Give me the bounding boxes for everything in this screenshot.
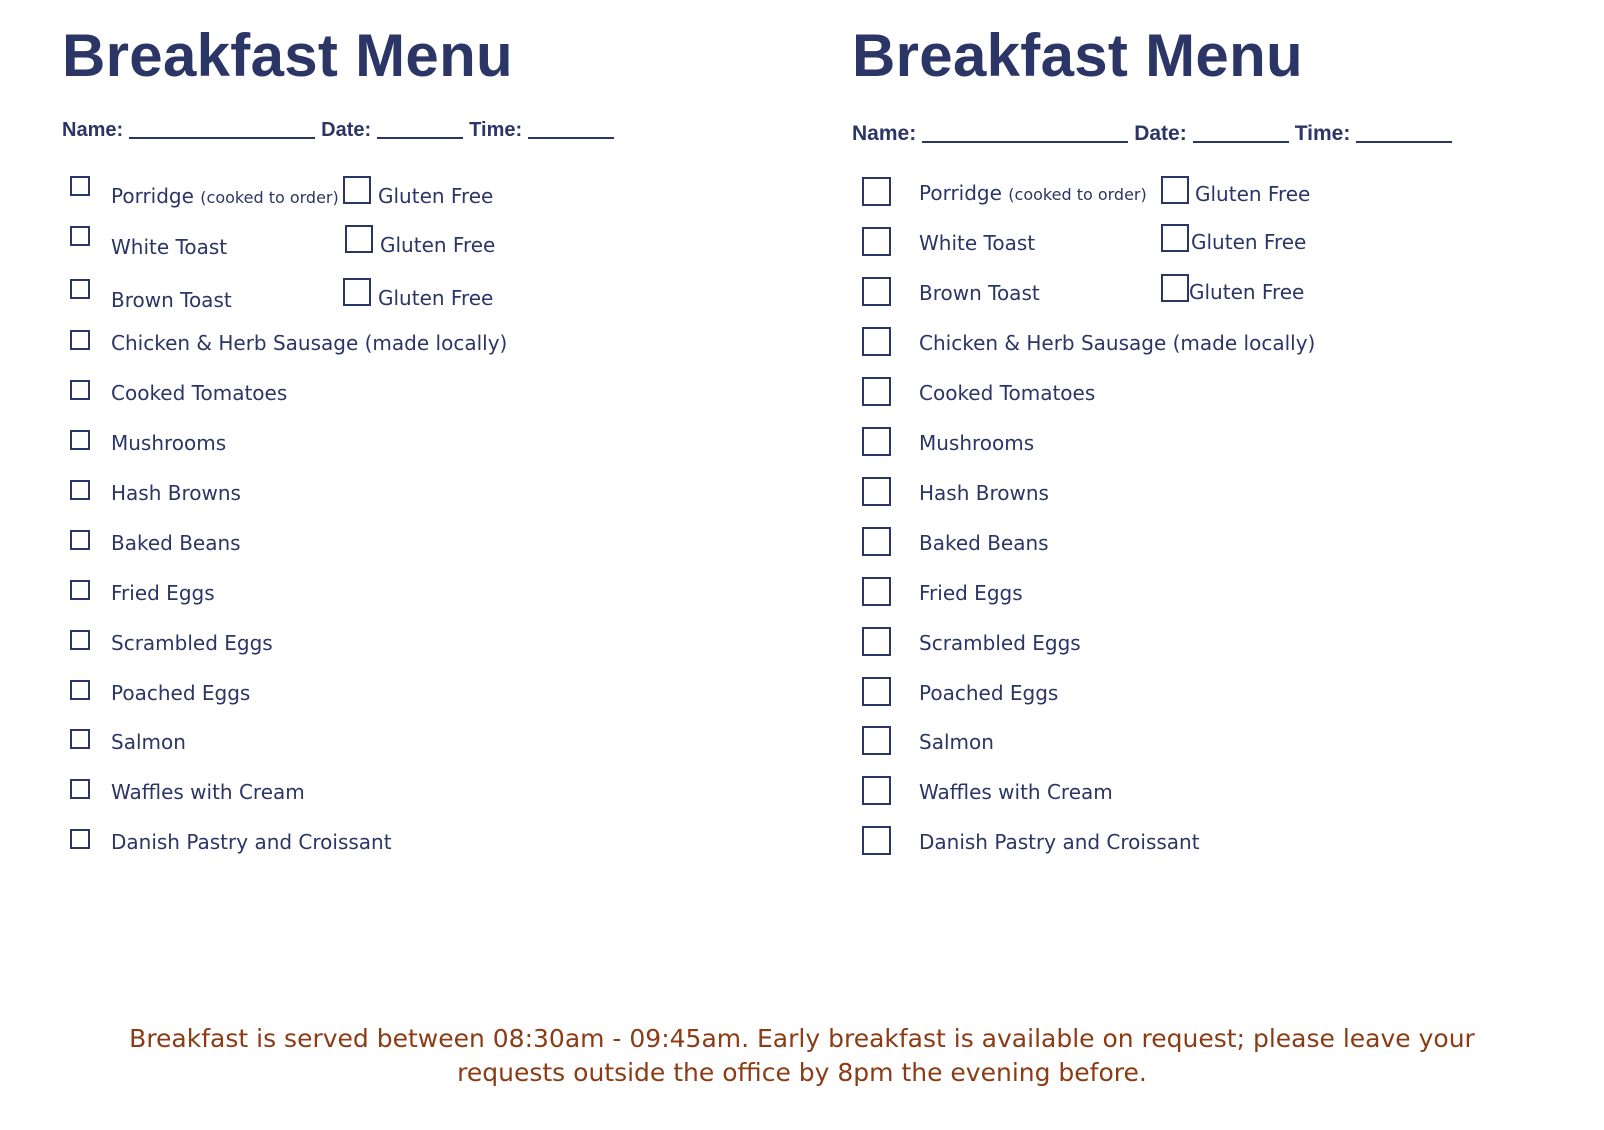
service-hours-note [0,1022,1604,1090]
sausage-checkbox[interactable] [70,330,90,350]
name-label: Name: [852,122,917,145]
menu-item-label: Waffles with Cream [919,780,1113,804]
date-field[interactable] [1193,123,1289,143]
mushrooms-checkbox[interactable] [862,427,891,456]
date-label: Date: [321,119,372,141]
time-label: Time: [1294,122,1351,145]
waffles-checkbox[interactable] [862,776,891,805]
gluten-free-checkbox[interactable] [345,225,373,253]
hash-browns-checkbox[interactable] [70,480,90,500]
danish-pastry-checkbox[interactable] [862,826,891,855]
tomatoes-checkbox[interactable] [862,377,891,406]
menu-item-label: Poached Eggs [111,681,251,705]
time-field[interactable] [528,119,614,139]
menu-item-label: Baked Beans [111,531,241,555]
service-hours-line-2: requests outside the office by 8pm the evening before. [457,1058,1147,1087]
porridge-checkbox[interactable] [862,177,891,206]
name-field[interactable] [129,119,315,139]
porridge-checkbox[interactable] [70,176,90,196]
scrambled-eggs-checkbox[interactable] [70,630,90,650]
danish-pastry-checkbox[interactable] [70,829,90,849]
name-label: Name: [62,119,124,141]
mushrooms-checkbox[interactable] [70,430,90,450]
gluten-free-label: Gluten Free [378,286,494,310]
menu-item-label: White Toast [919,231,1036,255]
order-details-line [852,120,1458,146]
time-label: Time: [469,119,523,141]
menu-item-label: Brown Toast [919,281,1040,305]
menu-item-label: Porridge (cooked to order) [111,184,339,208]
menu-item-label: Salmon [111,730,186,754]
menu-item-label: Hash Browns [919,481,1049,505]
menu-item-label: Mushrooms [919,431,1035,455]
menu-item-label: Fried Eggs [919,581,1023,605]
sausage-checkbox[interactable] [862,327,891,356]
name-field[interactable] [922,123,1128,143]
tomatoes-checkbox[interactable] [70,380,90,400]
gluten-free-checkbox[interactable] [1161,274,1189,302]
brown-toast-checkbox[interactable] [70,279,90,299]
fried-eggs-checkbox[interactable] [70,580,90,600]
menu-item-note: (cooked to order) [200,188,339,207]
service-hours-line-1: Breakfast is served between 08:30am - 09:45am. Early breakfast is available on request; please leave your [129,1024,1475,1053]
salmon-checkbox[interactable] [862,726,891,755]
menu-item-label: White Toast [111,235,228,259]
gluten-free-checkbox[interactable] [1161,224,1189,252]
menu-item-label: Danish Pastry and Croissant [919,830,1200,854]
white-toast-checkbox[interactable] [70,226,90,246]
poached-eggs-checkbox[interactable] [70,680,90,700]
menu-item-label: Chicken & Herb Sausage (made locally) [111,331,508,355]
gluten-free-checkbox[interactable] [343,176,371,204]
gluten-free-label: Gluten Free [1195,182,1311,206]
gluten-free-label: Gluten Free [1191,230,1307,254]
menu-title: Breakfast Menu [62,22,514,89]
white-toast-checkbox[interactable] [862,227,891,256]
baked-beans-checkbox[interactable] [862,527,891,556]
menu-item-label: Fried Eggs [111,581,215,605]
waffles-checkbox[interactable] [70,779,90,799]
salmon-checkbox[interactable] [70,729,90,749]
menu-item-label: Poached Eggs [919,681,1059,705]
gluten-free-checkbox[interactable] [1161,176,1189,204]
menu-item-label: Waffles with Cream [111,780,305,804]
menu-item-label: Cooked Tomatoes [919,381,1096,405]
gluten-free-label: Gluten Free [1189,280,1305,304]
gluten-free-label: Gluten Free [378,184,494,208]
baked-beans-checkbox[interactable] [70,530,90,550]
menu-item-label: Danish Pastry and Croissant [111,830,392,854]
menu-item-label: Mushrooms [111,431,227,455]
menu-title: Breakfast Menu [852,22,1304,89]
menu-item-label: Hash Browns [111,481,241,505]
date-label: Date: [1134,122,1187,145]
menu-item-note: (cooked to order) [1008,185,1147,204]
date-field[interactable] [377,119,463,139]
poached-eggs-checkbox[interactable] [862,677,891,706]
menu-item-label: Scrambled Eggs [111,631,273,655]
scrambled-eggs-checkbox[interactable] [862,627,891,656]
gluten-free-checkbox[interactable] [343,278,371,306]
gluten-free-label: Gluten Free [380,233,496,257]
time-field[interactable] [1356,123,1452,143]
menu-item-label: Porridge (cooked to order) [919,181,1147,205]
fried-eggs-checkbox[interactable] [862,577,891,606]
menu-item-label: Baked Beans [919,531,1049,555]
order-details-line [62,116,620,142]
menu-item-label: Brown Toast [111,288,232,312]
menu-item-label: Chicken & Herb Sausage (made locally) [919,331,1316,355]
menu-item-label: Scrambled Eggs [919,631,1081,655]
brown-toast-checkbox[interactable] [862,277,891,306]
menu-item-label: Salmon [919,730,994,754]
menu-item-label: Cooked Tomatoes [111,381,288,405]
hash-browns-checkbox[interactable] [862,477,891,506]
